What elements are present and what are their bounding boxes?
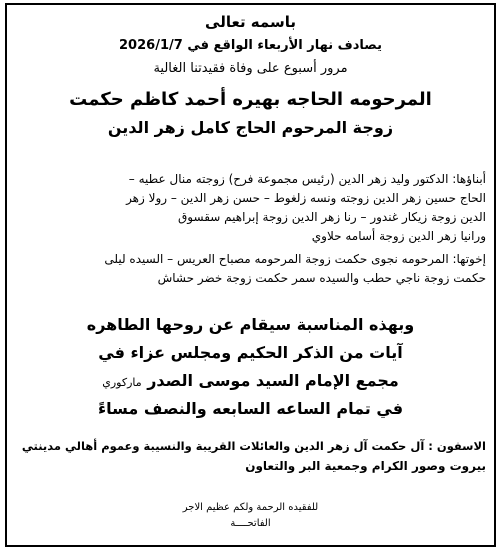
intro-line: مرور أسبوع على وفاة فقيدتنا الغالية	[153, 61, 348, 76]
venue-suffix: ماركوري	[102, 376, 142, 389]
deceased-name: المرحومه الحاجه بهيره أحمد كاظم حكمت	[69, 89, 432, 110]
ceremony-line: وبهذه المناسبة سيقام عن روحها الطاهره	[86, 315, 415, 334]
mourners-line: بيروت وصور الكرام وجمعية البر والتعاون	[245, 459, 486, 473]
fatiha-line: الفاتحــــة	[230, 518, 271, 529]
ceremony-line: آيات من الذكر الحكيم ومجلس عزاء في	[98, 343, 403, 362]
obituary-notice	[5, 3, 496, 547]
children-line: الدين زوجة زيكار غندور – رنا زهر الدين زوجة إبراهيم سقسوق	[178, 210, 486, 224]
mourners-line: الاسفون : آل حكمت آل زهر الدين والعائلات القريبة والنسيبة وعموم أهالي مدينتي	[21, 439, 486, 453]
children-line: أبناؤها: الدكتور وليد زهر الدين (رئيس مجموعة فرح) زوجته منال عطيه –	[128, 172, 486, 186]
ceremony-line: في تمام الساعه السابعه والنصف مساءً	[97, 399, 404, 418]
venue-name: مجمع الإمام السيد موسى الصدر	[147, 371, 399, 390]
closing-line: للفقيده الرحمة ولكم عظيم الاجر	[182, 502, 319, 513]
children-line: ورانيا زهر الدين زوجة أسامه حلاوي	[311, 229, 486, 243]
children-line: الحاج حسين زهر الدين زوجته ونسه زلغوط – حسن زهر الدين – رولا زهر	[126, 191, 486, 205]
ceremony-venue-line	[15, 371, 486, 390]
siblings-line: إخوتها: المرحومه نجوى حكمت زوجة المرحومه مصباح العريس – السيده ليلى	[104, 252, 486, 266]
siblings-line: حكمت زوجة ناجي حطب والسيده سمر حكمت زوجة خضر حشاش	[157, 271, 486, 285]
header-basmala: باسمه تعالى	[205, 13, 296, 31]
date-line: يصادف نهار الأربعاء الواقع في 2026/1/7	[119, 38, 382, 53]
spouse-line: زوجة المرحوم الحاج كامل زهر الدين	[107, 118, 394, 137]
